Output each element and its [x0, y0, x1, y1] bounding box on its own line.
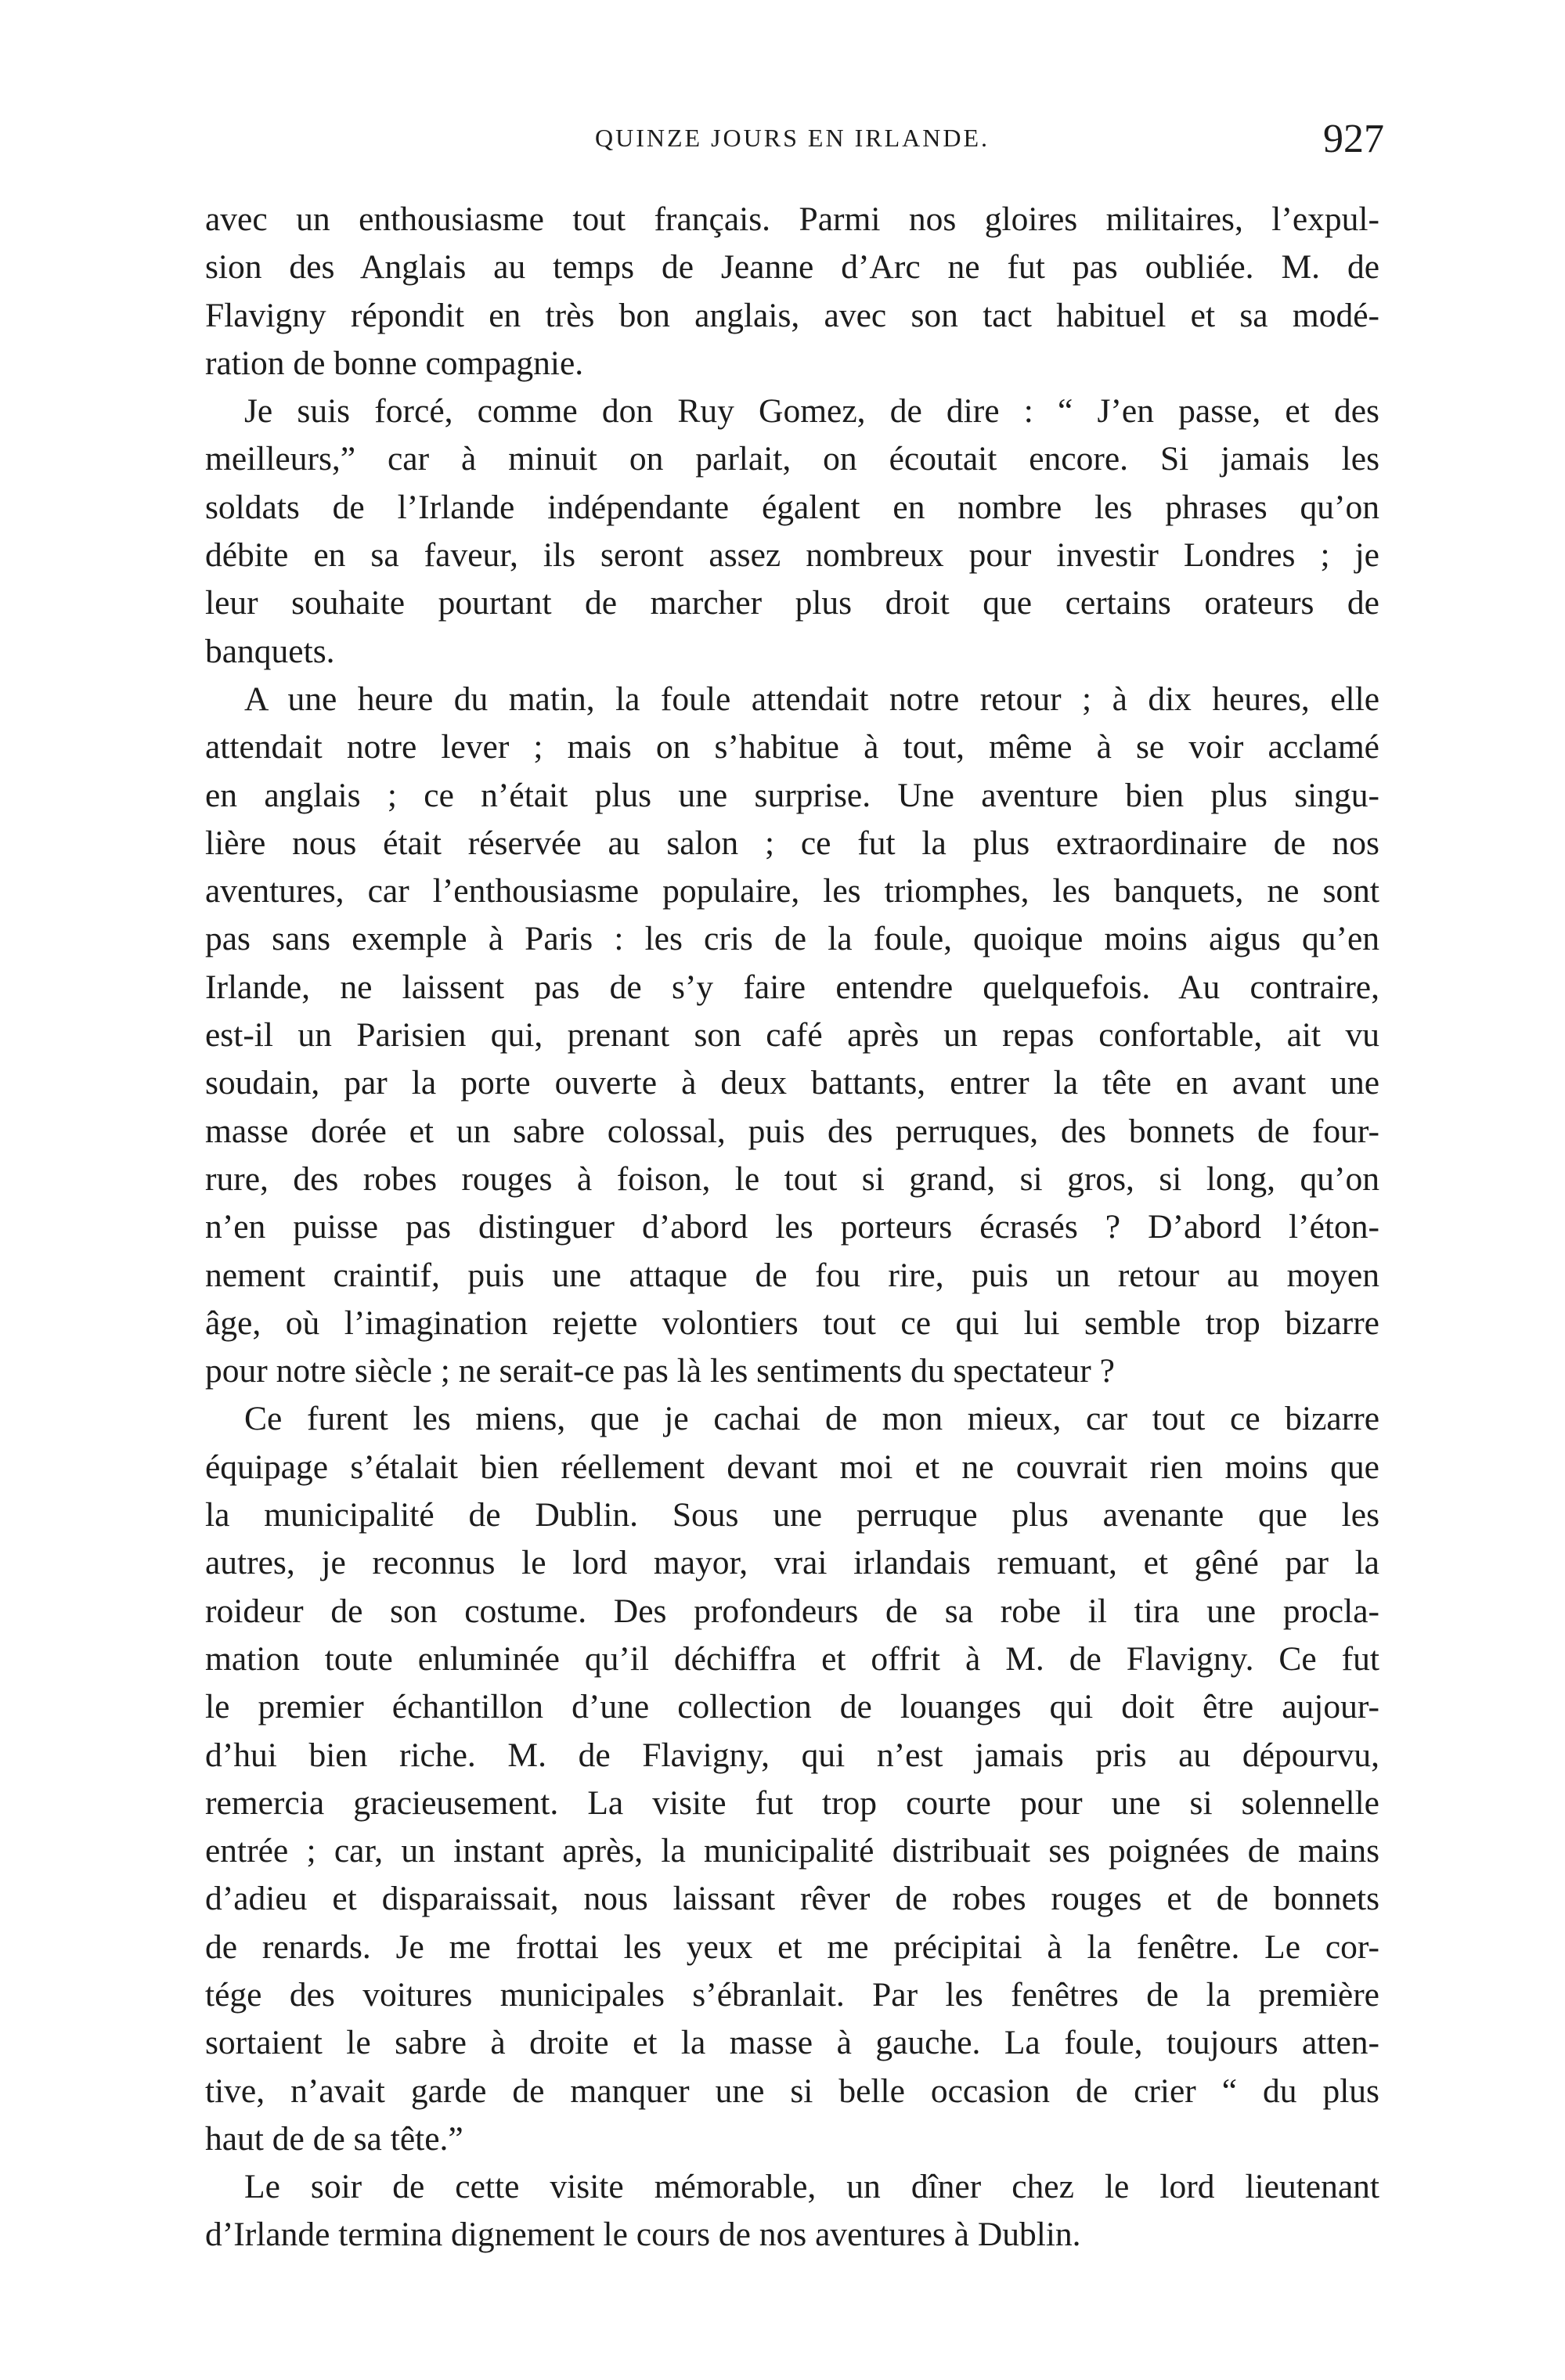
- text-line: avec un enthousiasme tout français. Parmi nos gloires militaires, l’expul-: [205, 200, 1379, 238]
- text-line: en anglais ; ce n’était plus une surprise. Une aventure bien plus singu-: [205, 776, 1379, 814]
- text-line: équipage s’étalait bien réellement devant moi et ne couvrait rien moins que: [205, 1448, 1379, 1486]
- text-line: A une heure du matin, la foule attendait notre retour ; à dix heures, elle: [244, 680, 1379, 718]
- text-line: de renards. Je me frottai les yeux et me précipitai à la fenêtre. Le cor-: [205, 1927, 1379, 1966]
- text-line: aventures, car l’enthousiasme populaire, les triomphes, les banquets, ne sont: [205, 872, 1379, 911]
- text-line: remercia gracieusement. La visite fut trop courte pour une si solennelle: [205, 1783, 1379, 1822]
- text-line: sortaient le sabre à droite et la masse à gauche. La foule, toujours atten-: [205, 2024, 1379, 2062]
- text-line: attendait notre lever ; mais on s’habitue à tout, même à se voir acclamé: [205, 728, 1379, 766]
- text-line: sion des Anglais au temps de Jeanne d’Arc ne fut pas oubliée. M. de: [205, 248, 1379, 287]
- running-head: [205, 117, 1384, 172]
- text-line: la municipalité de Dublin. Sous une perruque plus avenante que les: [205, 1496, 1379, 1534]
- text-line: meilleurs,” car à minuit on parlait, on écoutait encore. Si jamais les: [205, 440, 1379, 478]
- text-line: entrée ; car, un instant après, la municipalité distribuait ses poignées de mains: [205, 1832, 1379, 1870]
- text-line: mation toute enluminée qu’il déchiffra et offrit à M. de Flavigny. Ce fut: [205, 1639, 1379, 1678]
- text-line: d’adieu et disparaissait, nous laissant rêver de robes rouges et de bonnets: [205, 1880, 1379, 1918]
- text-line: haut de de sa tête.”: [205, 2119, 463, 2158]
- text-line: pas sans exemple à Paris : les cris de la foule, quoique moins aigus qu’en: [205, 920, 1379, 958]
- text-line: ration de bonne compagnie.: [205, 344, 584, 382]
- text-line: rure, des robes rouges à foison, le tout si grand, si gros, si long, qu’on: [205, 1159, 1379, 1198]
- text-line: d’hui bien riche. M. de Flavigny, qui n’est jamais pris au dépourvu,: [205, 1736, 1379, 1774]
- text-line: soudain, par la porte ouverte à deux battants, entrer la tête en avant une: [205, 1064, 1379, 1102]
- text-line: tége des voitures municipales s’ébranlait. Par les fenêtres de la première: [205, 1975, 1379, 2014]
- text-line: Irlande, ne laissent pas de s’y faire entendre quelquefois. Au contraire,: [205, 968, 1379, 1006]
- text-line: n’en puisse pas distinguer d’abord les porteurs écrasés ? D’abord l’éton-: [205, 1208, 1379, 1246]
- text-line: d’Irlande termina dignement le cours de nos aventures à Dublin.: [205, 2216, 1081, 2254]
- text-line: Le soir de cette visite mémorable, un dîner chez le lord lieutenant: [244, 2168, 1379, 2206]
- text-line: Ce furent les miens, que je cachai de mon mieux, car tout ce bizarre: [244, 1400, 1379, 1438]
- text-line: autres, je reconnus le lord mayor, vrai irlandais remuant, et gêné par la: [205, 1544, 1379, 1582]
- text-line: le premier échantillon d’une collection de louanges qui doit être aujour-: [205, 1688, 1379, 1726]
- text-line: pour notre siècle ; ne serait-ce pas là les sentiments du spectateur ?: [205, 1352, 1115, 1390]
- text-line: lière nous était réservée au salon ; ce fut la plus extraordinaire de nos: [205, 824, 1379, 862]
- text-line: roideur de son costume. Des profondeurs de sa robe il tira une procla-: [205, 1592, 1379, 1630]
- text-line: est-il un Parisien qui, prenant son café après un repas confortable, ait vu: [205, 1016, 1379, 1055]
- text-line: nement craintif, puis une attaque de fou rire, puis un retour au moyen: [205, 1256, 1379, 1294]
- text-line: Je suis forcé, comme don Ruy Gomez, de dire : “ J’en passe, et des: [244, 392, 1379, 431]
- text-line: masse dorée et un sabre colossal, puis des perruques, des bonnets de four-: [205, 1112, 1379, 1150]
- text-line: leur souhaite pourtant de marcher plus droit que certains orateurs de: [205, 584, 1379, 622]
- text-line: âge, où l’imagination rejette volontiers tout ce qui lui semble trop bizarre: [205, 1304, 1379, 1342]
- text-line: soldats de l’Irlande indépendante égalent en nombre les phrases qu’on: [205, 488, 1379, 526]
- text-line: banquets.: [205, 632, 335, 670]
- text-line: Flavigny répondit en très bon anglais, avec son tact habituel et sa modé-: [205, 296, 1379, 334]
- text-line: tive, n’avait garde de manquer une si belle occasion de crier “ du plus: [205, 2072, 1379, 2110]
- body-text: [205, 196, 1379, 2259]
- page-number: 927: [1323, 117, 1384, 161]
- text-line: débite en sa faveur, ils seront assez nombreux pour investir Londres ; je: [205, 536, 1379, 575]
- running-title: QUINZE JOURS EN IRLANDE.: [595, 124, 990, 152]
